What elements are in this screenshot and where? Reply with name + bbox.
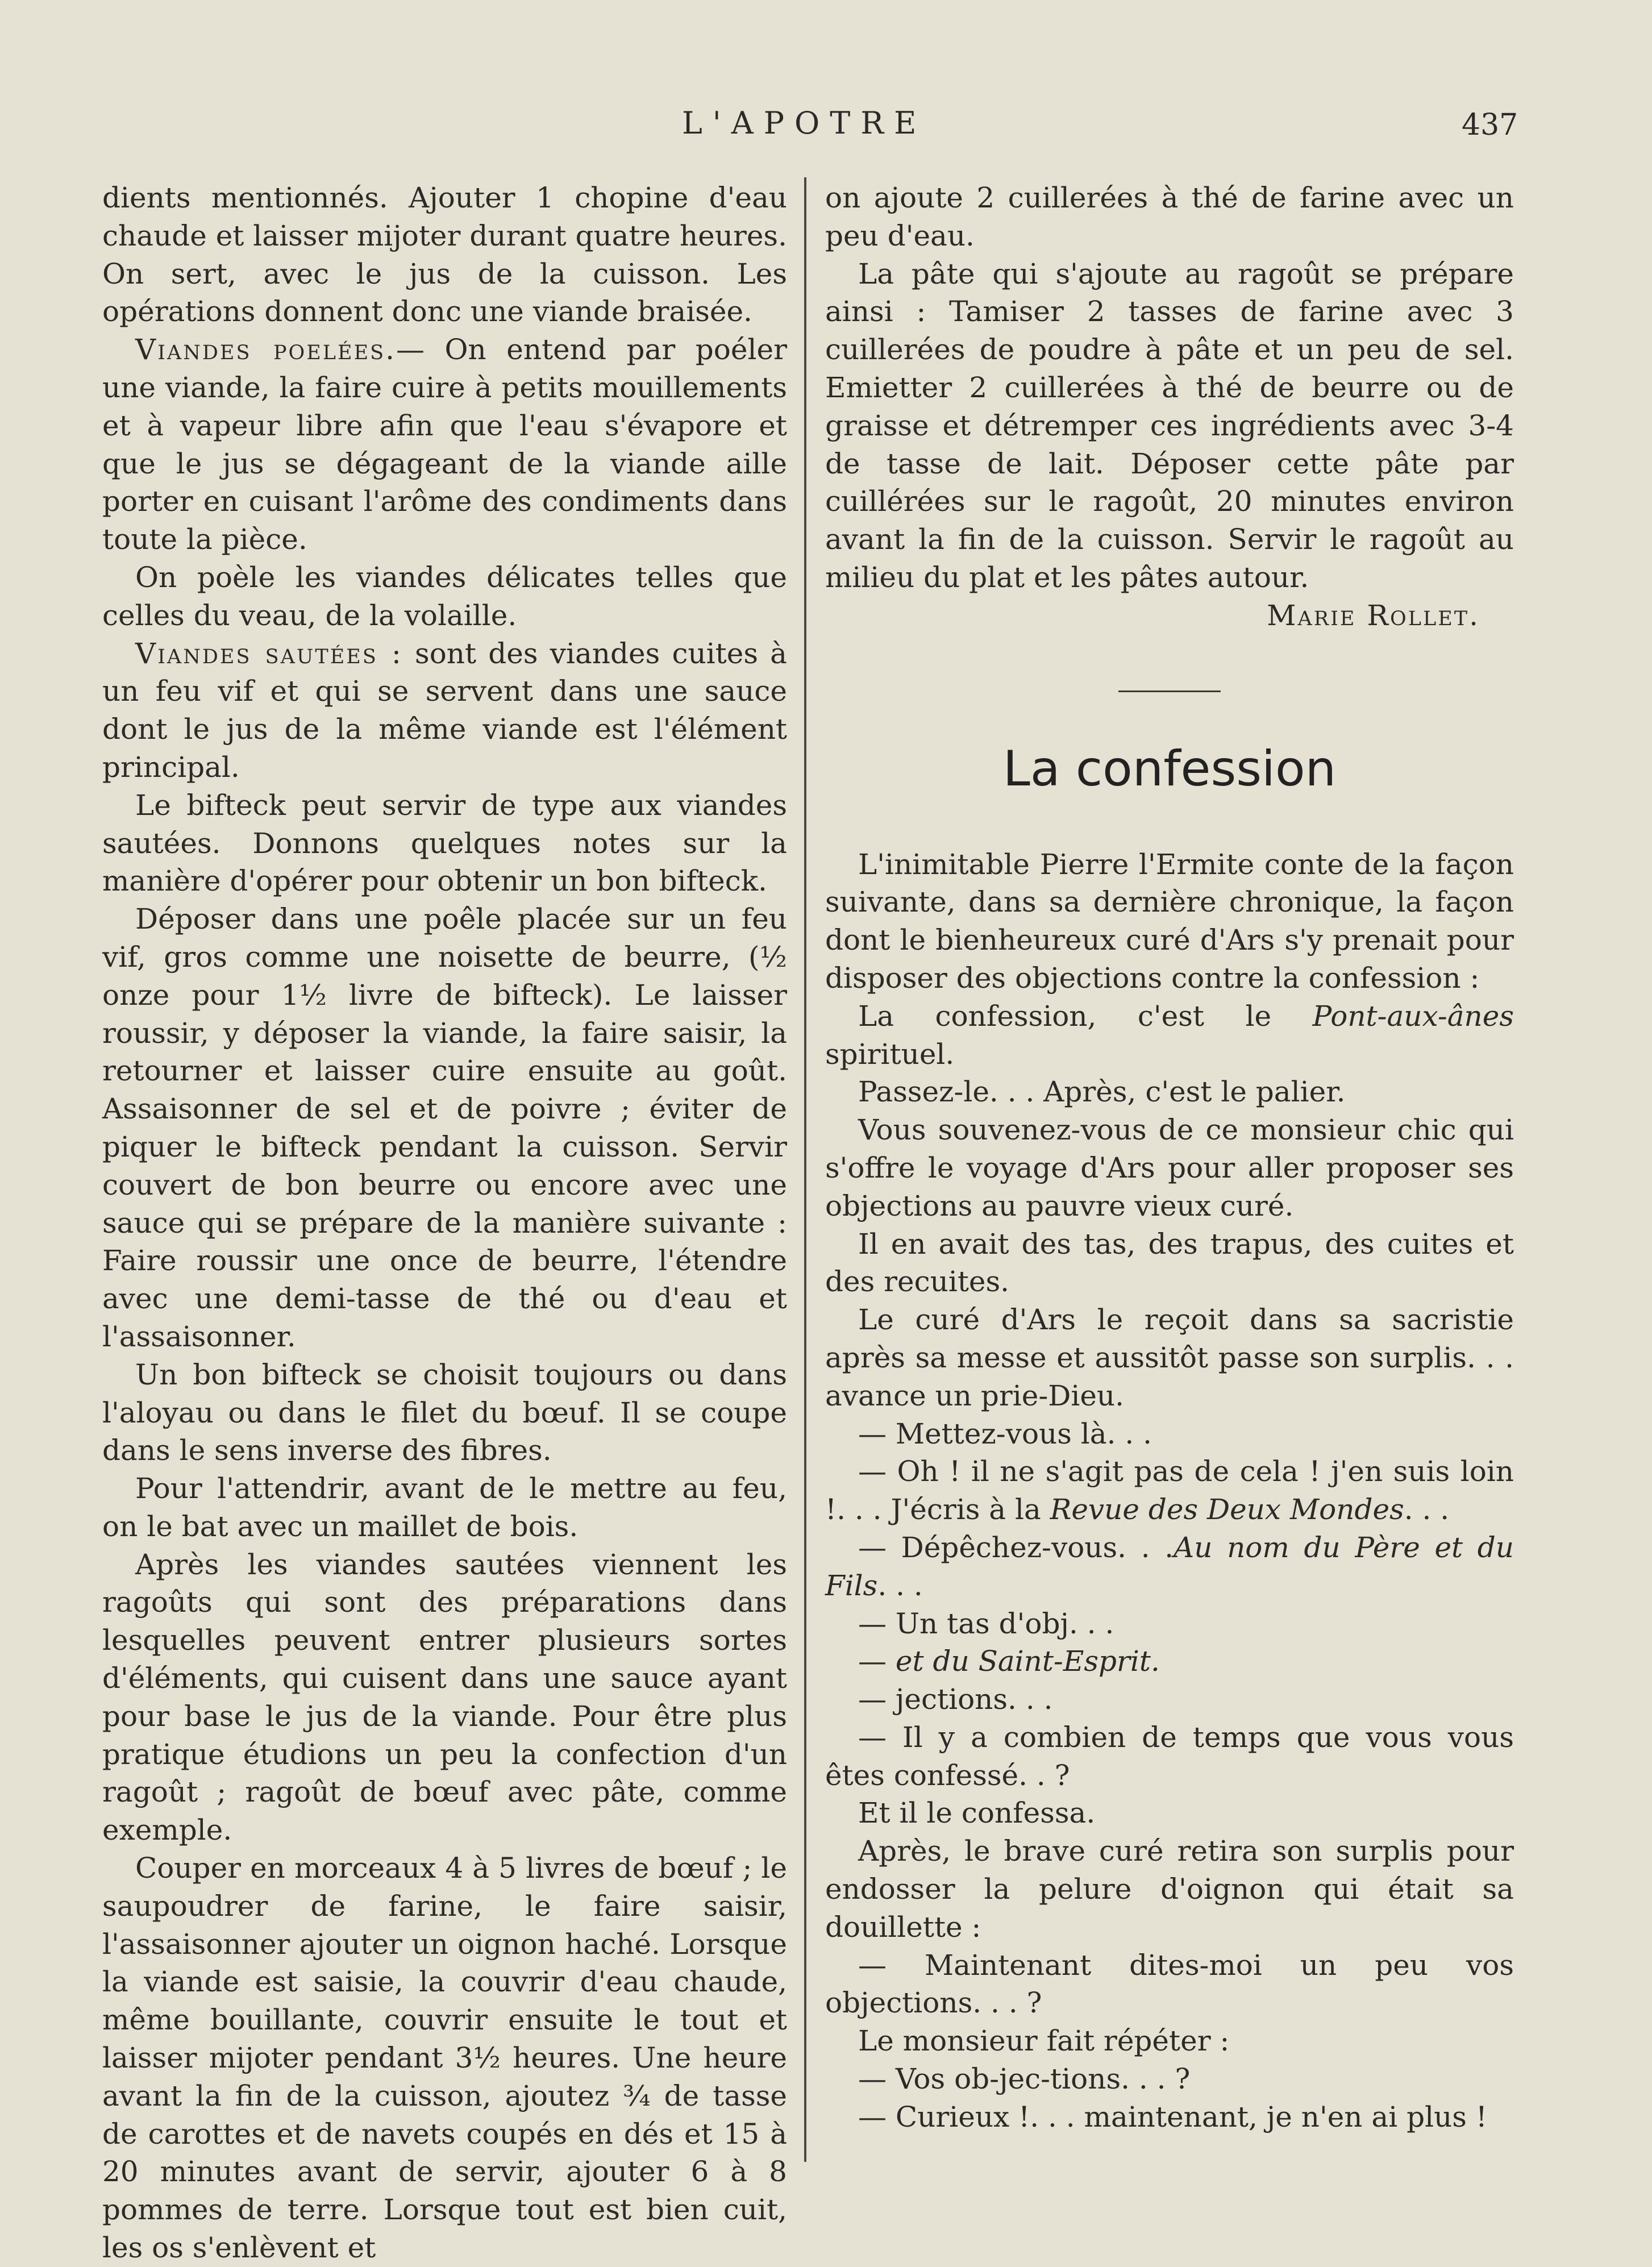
paragraph: Couper en morceaux 4 à 5 livres de bœuf ; le saupoudrer de farine, le faire saisir, l'assaisonner ajouter un oignon haché. Lorsque la viande est saisie, la couvrir d'eau chaude, même bouillante, couvrir ensuite le tout et laisser mijoter pendant 3½ heures. Une heure avant la fin de la cuisson, ajoutez ¾ de tasse de carottes et de navets coupés en dés et 15 à 20 minutes avant de servir, ajouter 6 à 8 pommes de terre. Lorsque tout est bien cuit, les os s'enlèvent et [102,1852,787,2265]
paragraph: on ajoute 2 cuillerées à thé de farine avec un peu d'eau. [825,181,1514,252]
italic-run: Au nom du Père et du Fils [825,1530,1514,1602]
paragraph [102,635,787,787]
section-lead: Viandes sautées : [135,637,403,670]
paragraph: Après, le brave curé retira son surplis pour endosser la pelure d'oignon qui était sa douillette : [825,1835,1514,1944]
italic-run: Revue des Deux Mondes [1050,1493,1404,1526]
paragraph: dients mentionnés. Ajouter 1 chopine d'eau chaude et laisser mijoter durant quatre heures. On sert, avec le jus de la cuisson. Les opérations donnent donc une viande braisée. [102,181,787,328]
text-run: . . . [877,1569,923,1602]
paragraph [102,331,787,559]
section-lead: Viandes poelées. [135,333,396,367]
paragraph: Il en avait des tas, des trapus, des cuites et des recuites. [825,1227,1514,1299]
text-run: — Oh ! il ne s'agit pas de cela ! j'en suis loin !. . . J'écris à la [825,1455,1514,1526]
paragraph: Passez-le. . . Après, c'est le palier. [858,1075,1346,1109]
dialogue-line: — Un tas d'obj. . . [858,1607,1114,1640]
column-divider [804,177,806,2162]
dialogue-line: — Mettez-vous là. . . [858,1417,1152,1450]
paragraph: Le bifteck peut servir de type aux viandes sautées. Donnons quelques notes sur la manière d'opérer pour obtenir un bon bifteck. [102,788,787,898]
dialogue-line [825,1453,1514,1529]
dialogue-line [825,1642,1514,1681]
paragraph: Le monsieur fait répéter : [858,2024,1230,2058]
paragraph-text: — On entend par poéler une viande, la faire cuire à petits mouillements et à vapeur libre afin que l'eau s'évapore et que le jus se dégageant de la viande aille porter en cuisant l'arôme des condiments dans toute la pièce. [102,333,787,556]
paragraph: La pâte qui s'ajoute au ragoût se prépare ainsi : Tamiser 2 tasses de farine avec 3 cuillerées de poudre à pâte et un peu de sel. Emietter 2 cuillerées à thé de beurre ou de graisse et détremper ces ingrédients avec 3-4 de tasse de lait. Déposer cette pâte par cuillérées sur le ragoût, 20 minutes environ avant la fin de la cuisson. Servir le ragoût au milieu du plat et les pâtes autour. [825,257,1514,594]
paragraph: Un bon bifteck se choisit toujours ou dans l'aloyau ou dans le filet du bœuf. Il se coupe dans le sens inverse des fibres. [102,1358,787,1467]
section-separator [1118,691,1221,692]
text-run: — [858,1645,896,1678]
running-title: L'APOTRE [682,105,927,141]
left-column [102,179,787,2267]
page-number: 437 [1462,108,1518,142]
paragraph: Et il le confessa. [858,1796,1096,1830]
italic-run: Pont-aux-ânes [1312,999,1514,1033]
italic-run: et du Saint-Esprit. [895,1645,1160,1678]
text-run: spirituel. [825,1037,955,1071]
dialogue-line [825,1529,1514,1605]
paragraph: On poèle les viandes délicates telles que celles du veau, de la volaille. [102,560,787,632]
paragraph-text: sont des viandes cuites à un feu vif et qui se servent dans une sauce dont le jus de la même viande est l'élément principal. [102,637,787,784]
paragraph: Vous souvenez-vous de ce monsieur chic qui s'offre le voyage d'Ars pour aller proposer ses objections au pauvre vieux curé. [825,1113,1514,1222]
paragraph: Pour l'attendrir, avant de le mettre au feu, on le bat avec un maillet de bois. [102,1472,787,1543]
paragraph: Le curé d'Ars le reçoit dans sa sacristie après sa messe et aussitôt passe son surplis. . . avance un prie-Dieu. [825,1303,1514,1412]
dialogue-line: — Curieux !. . . maintenant, je n'en ai plus ! [858,2100,1487,2133]
author-signature: Marie Rollet. [1267,598,1480,632]
paragraph: L'inimitable Pierre l'Ermite conte de la façon suivante, dans sa dernière chronique, la façon dont le bienheureux curé d'Ars s'y prenait pour disposer des objections contre la confession : [825,847,1514,995]
text-run: . . . [1404,1493,1450,1526]
dialogue-line: — Il y a combien de temps que vous vous êtes confessé. . ? [825,1720,1514,1792]
right-column [825,179,1514,2136]
paragraph: Après les viandes sautées viennent les ragoûts qui sont des préparations dans lesquelles peuvent entrer plusieurs sortes d'éléments, qui cuisent dans une sauce ayant pour base le jus de la viande. Pour être plus pratique étudions un peu la confection d'un ragoût ; ragoût de bœuf avec pâte, comme exemple. [102,1548,787,1847]
text-run: — Dépêchez-vous. . . [858,1530,1174,1564]
dialogue-line: — jections. . . [858,1683,1053,1716]
paragraph [825,997,1514,1074]
dialogue-line: — Vos ob-jec-tions. . . ? [858,2062,1191,2096]
article-title: La confession [1002,740,1337,797]
text-run: La confession, c'est le [858,999,1313,1033]
paragraph: Déposer dans une poêle placée sur un feu vif, gros comme une noisette de beurre, (½ onze pour 1½ livre de bifteck). Le laisser roussir, y déposer la viande, la faire saisir, la retourner et laisser cuire ensuite au goût. Assaisonner de sel et de poivre ; éviter de piquer le bifteck pendant la cuisson. Servir couvert de bon beurre ou encore avec une sauce qui se prépare de la manière suivante : Faire roussir une once de beurre, l'étendre avec une demi-tasse de thé ou d'eau et l'assaisonner. [102,902,787,1353]
dialogue-line: — Maintenant dites-moi un peu vos objections. . . ? [825,1948,1514,2020]
